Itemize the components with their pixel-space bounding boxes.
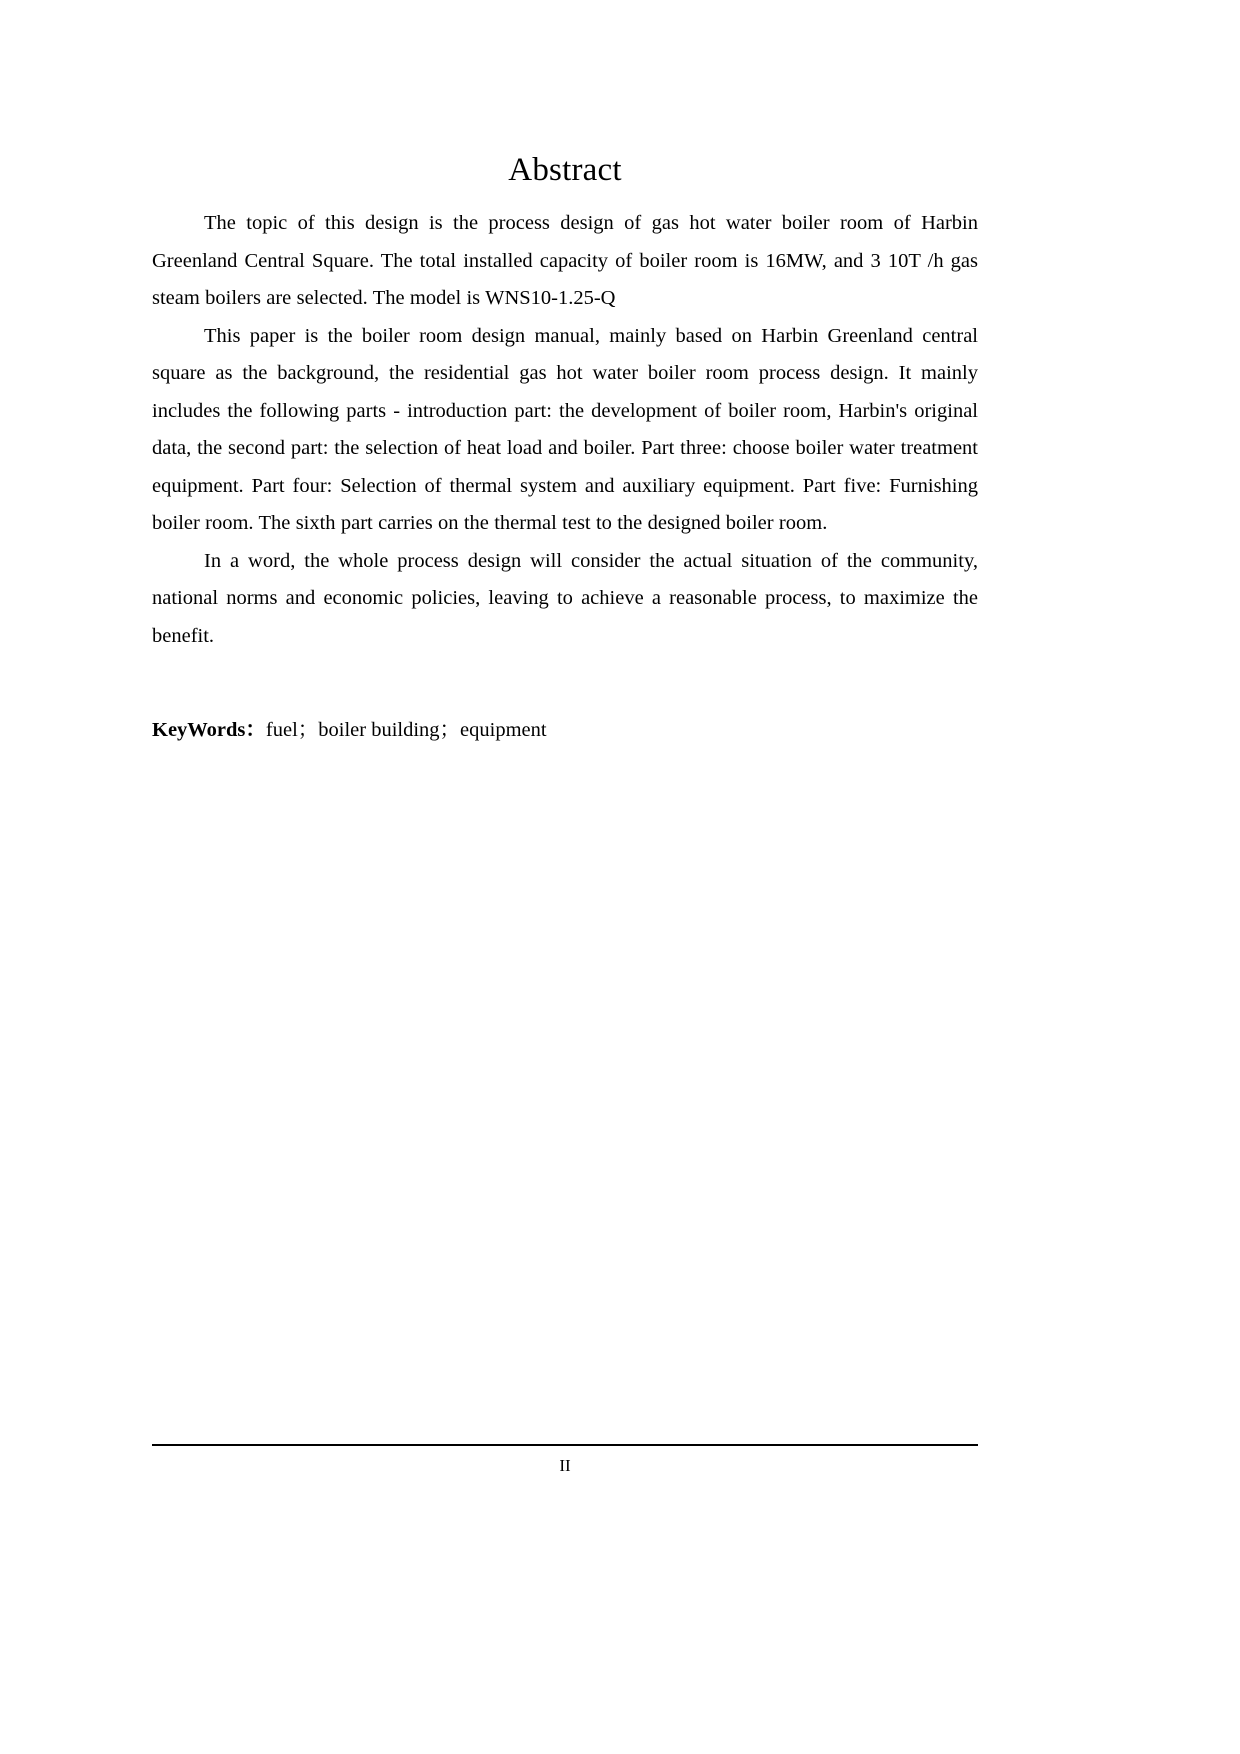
page-number: II [559,1456,571,1475]
keywords-block [152,712,978,750]
abstract-paragraph-3: In a word, the whole process design will consider the actual situation of the community, national norms and economic policies, leaving to achieve a reasonable process, to maximize the benefit. [152,549,978,647]
abstract-paragraph-1: The topic of this design is the process design of gas hot water boiler room of Harbin Greenland Central Square. The total installed capacity of boiler room is 16MW, and 3 10T /h gas steam boilers are selected. The model is WNS10-1.25-Q [152,212,978,310]
page-title: Abstract [508,152,622,188]
footer-divider [152,1444,978,1446]
abstract-paragraph-2: This paper is the boiler room design manual, mainly based on Harbin Greenland central square as the background, the residential gas hot water boiler room process design. It mainly includes the following parts - introduction part: the development of boiler room, Harbin's original data, the second part: the selection of heat load and boiler. Part three: choose boiler water treatment equipment. Part four: Selection of thermal system and auxiliary equipment. Part five: Furnishing boiler room. The sixth part carries on the thermal test to the designed boiler room. [152,324,978,535]
keywords-label: KeyWords： [152,719,266,742]
page-content [152,150,978,750]
keywords-value: fuel；boiler building；equipment [265,719,547,742]
page-footer [152,1444,978,1476]
